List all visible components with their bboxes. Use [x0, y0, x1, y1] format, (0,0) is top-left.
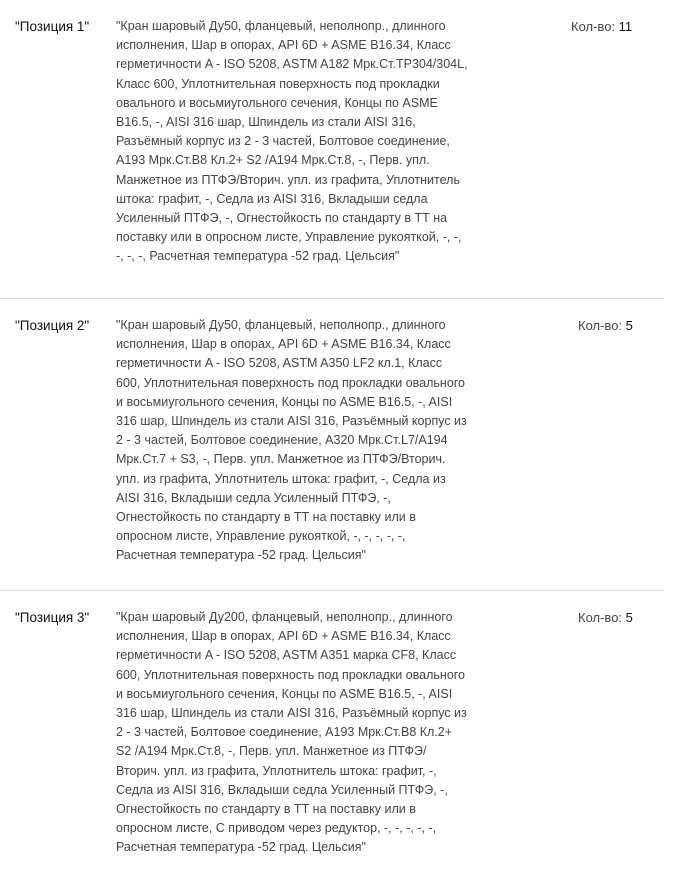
position-row: [0, 0, 664, 299]
quantity-value: 5: [625, 318, 633, 333]
quantity: [578, 608, 633, 627]
position-row: [0, 591, 664, 876]
quantity-value: 5: [625, 610, 633, 625]
position-row: [0, 299, 664, 591]
quantity-label: Кол-во:: [571, 19, 616, 34]
position-description: "Кран шаровый Ду50, фланцевый, неполнопр., длинного исполнения, Шар в опорах, API 6D + ASME B16.34, Класс герметичности A - ISO 5208, ASTM A350 LF2 кл.1, Класс 600, Уплотнительная поверхность под прокладки овального и восьмиугольного сечения, Концы по ASME B16.5, -, AISI 316 шар, Шпиндель из стали AISI 316, Разъёмный корпус из 2 - 3 частей, Болтовое соединение, A320 Мрк.Ст.L7/A194 Мрк.Ст.7 + S3, -, Перв. упл. Манжетное из ПТФЭ/Вторич. упл. из графита, Уплотнитель штока: графит, -, Седла из AISI 316, Вкладыши седла Усиленный ПТФЭ, -, Огнестойкость по стандарту в ТТ на поставку или в опросном листе, Управление рукояткой, -, -, -, -, -, Расчетная температура -52 град. Цельсия": [116, 318, 467, 563]
quantity: [578, 316, 633, 335]
position-description: "Кран шаровый Ду50, фланцевый, неполнопр., длинного исполнения, Шар в опорах, API 6D + ASME B16.34, Класс герметичности A - ISO 5208, ASTM A182 Мрк.Ст.ТР304/304L, Класс 600, Уплотнительная поверхность под прокладки овального и восьмиугольного сечения, Концы по ASME B16.5, -, AISI 316 шар, Шпиндель из стали AISI 316, Разъёмный корпус из 2 - 3 частей, Болтовое соединение, A193 Мрк.Ст.B8 Кл.2+ S2 /A194 Мрк.Ст.8, -, Перв. упл. Манжетное из ПТФЭ/Вторич. упл. из графита, Уплотнитель штока: графит, -, Седла из AISI 316, Вкладыши седла Усиленный ПТФЭ, -, Огнестойкость по стандарту в ТТ на поставку или в опросном листе, Управление рукояткой, -, -, -, -, -, Расчетная температура -52 град. Цельсия": [116, 19, 468, 264]
quantity: [571, 17, 632, 36]
quantity-label: Кол-во:: [578, 610, 623, 625]
quantity-value: 11: [618, 19, 633, 34]
quantity-label: Кол-во:: [578, 318, 623, 333]
position-label: "Позиция 2": [15, 318, 90, 333]
position-description: "Кран шаровый Ду200, фланцевый, неполнопр., длинного исполнения, Шар в опорах, API 6D + ASME B16.34, Класс герметичности A - ISO 5208, ASTM A351 марка CF8, Класс 600, Уплотнительная поверхность под прокладки овального и восьмиугольного сечения, Концы по ASME B16.5, -, AISI 316 шар, Шпиндель из стали AISI 316, Разъёмный корпус из 2 - 3 частей, Болтовое соединение, A193 Мрк.Ст.B8 Кл.2+ S2 /A194 Мрк.Ст.8, -, Перв. упл. Манжетное из ПТФЭ/Вторич. упл. из графита, Уплотнитель штока: графит, -, Седла из AISI 316, Вкладыши седла Усиленный ПТФЭ, -, Огнестойкость по стандарту в ТТ на поставку или в опросном листе, С приводом через редуктор, -, -, -, -, -, Расчетная температура -52 град. Цельсия": [116, 610, 467, 855]
position-label: "Позиция 1": [15, 19, 90, 34]
position-label: "Позиция 3": [15, 610, 90, 625]
